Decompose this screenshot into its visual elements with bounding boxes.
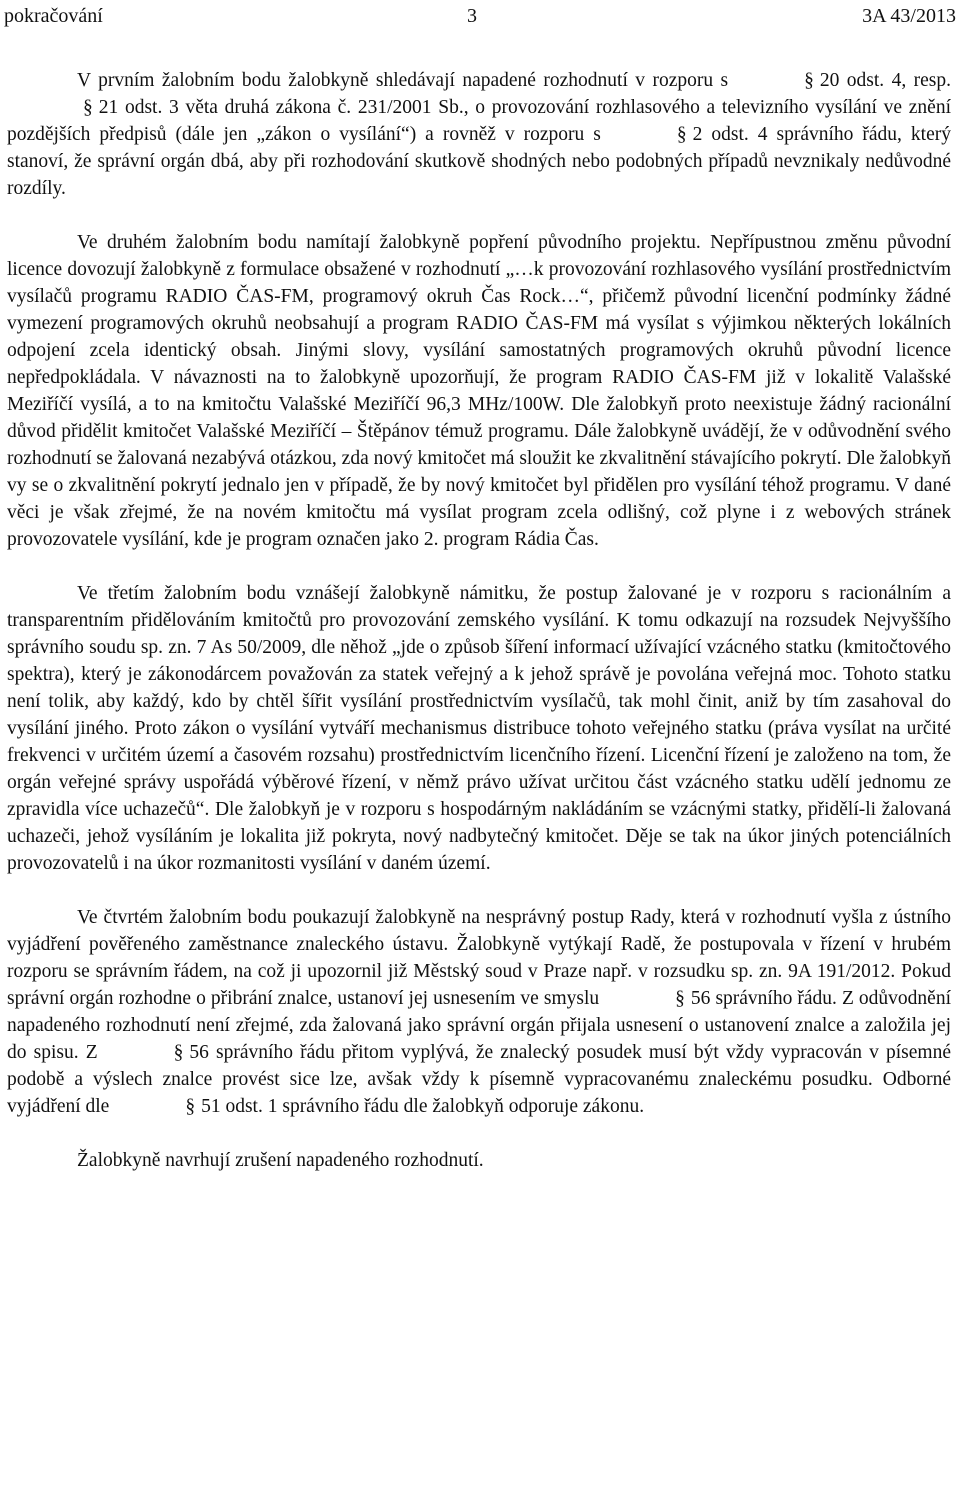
text-segment: V prvním žalobním bodu žalobkyně shledávají napadené rozhodnutí v rozporu s bbox=[77, 70, 729, 91]
paragraph-gap bbox=[7, 1120, 951, 1147]
section-sign-icon: § bbox=[185, 1096, 196, 1117]
section-sign-icon: § bbox=[83, 97, 93, 118]
text-segment: 51 odst. 1 správního řádu dle žalobkyň odporuje zákonu. bbox=[201, 1096, 645, 1117]
paragraph-gap bbox=[7, 553, 951, 580]
case-number: 3A 43/2013 bbox=[862, 5, 956, 27]
text-segment: 20 odst. 4, resp. bbox=[819, 70, 951, 91]
paragraph-first-claim bbox=[7, 67, 951, 202]
text-segment: Ve čtvrtém žalobním bodu poukazují žalobkyně na nesprávný postup Rady, která v rozhodnutí vyšla z ústního vyjádření pověřeného zaměstnance znaleckého ústavu. Žalobkyně vytýkají Radě, že postupovala v řízení v hrubém rozporu se správním řádem, na což ji upozornil již Městský soud v Praze např. v rozsudku sp. zn. 9A 191/2012. Pokud správní orgán rozhodne o přibrání znalce, ustanoví jej usnesením ve smyslu bbox=[7, 907, 951, 1009]
text-segment: 21 odst. 3 věta druhá zákona č. 231/2001 Sb., o provozování rozhlasového a televizního vysílání ve znění pozdějších předpisů (dále jen „zákon o vysílání“) a rovněž v rozporu s bbox=[7, 97, 951, 145]
text-segment: 2 odst. 4 správního řádu, který stanoví, že správní orgán dbá, aby při rozhodování skutkově shodných nebo podobných případů nevznikaly nedůvodné rozdíly. bbox=[7, 124, 951, 199]
page-number: 3 bbox=[467, 5, 477, 27]
paragraph-fourth-claim bbox=[7, 904, 951, 1120]
paragraph-gap bbox=[7, 202, 951, 229]
text-segment: 56 správního řádu. Z odůvodnění napadeného rozhodnutí není zřejmé, zda žalovaná jako správní orgán přijala usnesení o ustanovení znalce a založila jej do spisu. Z bbox=[7, 988, 951, 1063]
text-segment: 56 správního řádu přitom vyplývá, že znalecký posudek musí být vždy vypracován v písemné podobě a výslech znalce provést sice lze, avšak vždy k písemně vypracovanému znaleckému posudku. Odborné vyjádření dle bbox=[7, 1042, 952, 1117]
section-sign-icon: § bbox=[804, 70, 814, 91]
header-continuation-label: pokračování bbox=[4, 5, 103, 27]
paragraph-second-claim: Ve druhém žalobním bodu namítají žalobkyně popření původního projektu. Nepřípustnou změnu původní licence dovozují žalobkyně z formulace obsažené v rozhodnutí „…k provozování rozhlasového vysílání prostřednictvím vysílačů programu RADIO ČAS-FM, programový okruh Čas Rock…“, přičemž původní licenční podmínky žádné vymezení programových okruhů neobsahují a program RADIO ČAS-FM má vysílat s výjimkou některých lokálních odpojení zcela identický obsah. Jinými slovy, vysílání samostatných programových okruhů původní licence nepředpokládala. V návaznosti na to žalobkyně upozorňují, že program RADIO ČAS-FM již v lokalitě Valašské Meziříčí vysílá, a to na kmitočtu Valašské Meziříčí 96,3 MHz/100W. Dle žalobkyň proto neexistuje žádný racionální důvod přidělit kmitočet Valašské Meziříčí – Štěpánov témuž programu. Dále žalobkyně uvádějí, že v odůvodnění svého rozhodnutí se žalovaná nezabývá otázkou, zda nový kmitočet má sloužit ke zkvalitnění stávajícího pokrytí. Dle žalobkyň vy se o zkvalitnění pokrytí jednalo jen v případě, že by nový kmitočet byl přidělen pro vysílání téhož programu. V dané věci je však zřejmé, že na novém kmitočtu má vysílat program zcela odlišný, což plyne i z webových stránek provozovatele vysílání, kde je program označen jako 2. program Rádia Čas. bbox=[7, 232, 951, 550]
paragraph-gap bbox=[7, 877, 951, 904]
paragraph-third-claim: Ve třetím žalobním bodu vznášejí žalobkyně námitku, že postup žalované je v rozporu s racionálním a transparentním přidělováním kmitočtů pro provozování zemského vysílání. K tomu odkazují na rozsudek Nejvyššího správního soudu sp. zn. 7 As 50/2009, dle něhož „jde o způsob šíření informací užívající vzácného statku (kmitočtového spektra), který je zákonodárcem považován za statek veřejný a k jehož správě je povolána veřejná moc. Tohoto statku není tolik, aby každý, kdo by chtěl šířit vysílání prostřednictvím vysílačů, tak mohl činit, aniž by tím zasahoval do vysílání jiného. Proto zákon o vysílání vytváří mechanismus distribuce tohoto veřejného statku (práva vysílat na určité frekvenci v určitém území a časovém rozsahu) prostřednictvím licenčního řízení. Licenční řízení je založeno na tom, že orgán veřejné správy uspořádá výběrové řízení, v němž právo užívat určitou část vzácného statku udělí jednomu ze zpravidla více uchazečů“. Dle žalobkyň je v rozporu s hospodárným nakládáním se vzácnými statky, přidělí-li žalovaná uchazeči, jehož vysíláním je lokalita již pokryta, nový nadbytečný kmitočet. Děje se tak na úkor jiných potenciálních provozovatelů i na úkor rozmanitosti vysílání v daném území. bbox=[7, 583, 951, 874]
section-sign-icon: § bbox=[676, 124, 687, 145]
page-header bbox=[4, 4, 956, 28]
paragraph-proposal: Žalobkyně navrhují zrušení napadeného rozhodnutí. bbox=[77, 1150, 484, 1171]
section-sign-icon: § bbox=[675, 988, 685, 1009]
document-body bbox=[7, 67, 951, 1174]
section-sign-icon: § bbox=[173, 1042, 184, 1063]
